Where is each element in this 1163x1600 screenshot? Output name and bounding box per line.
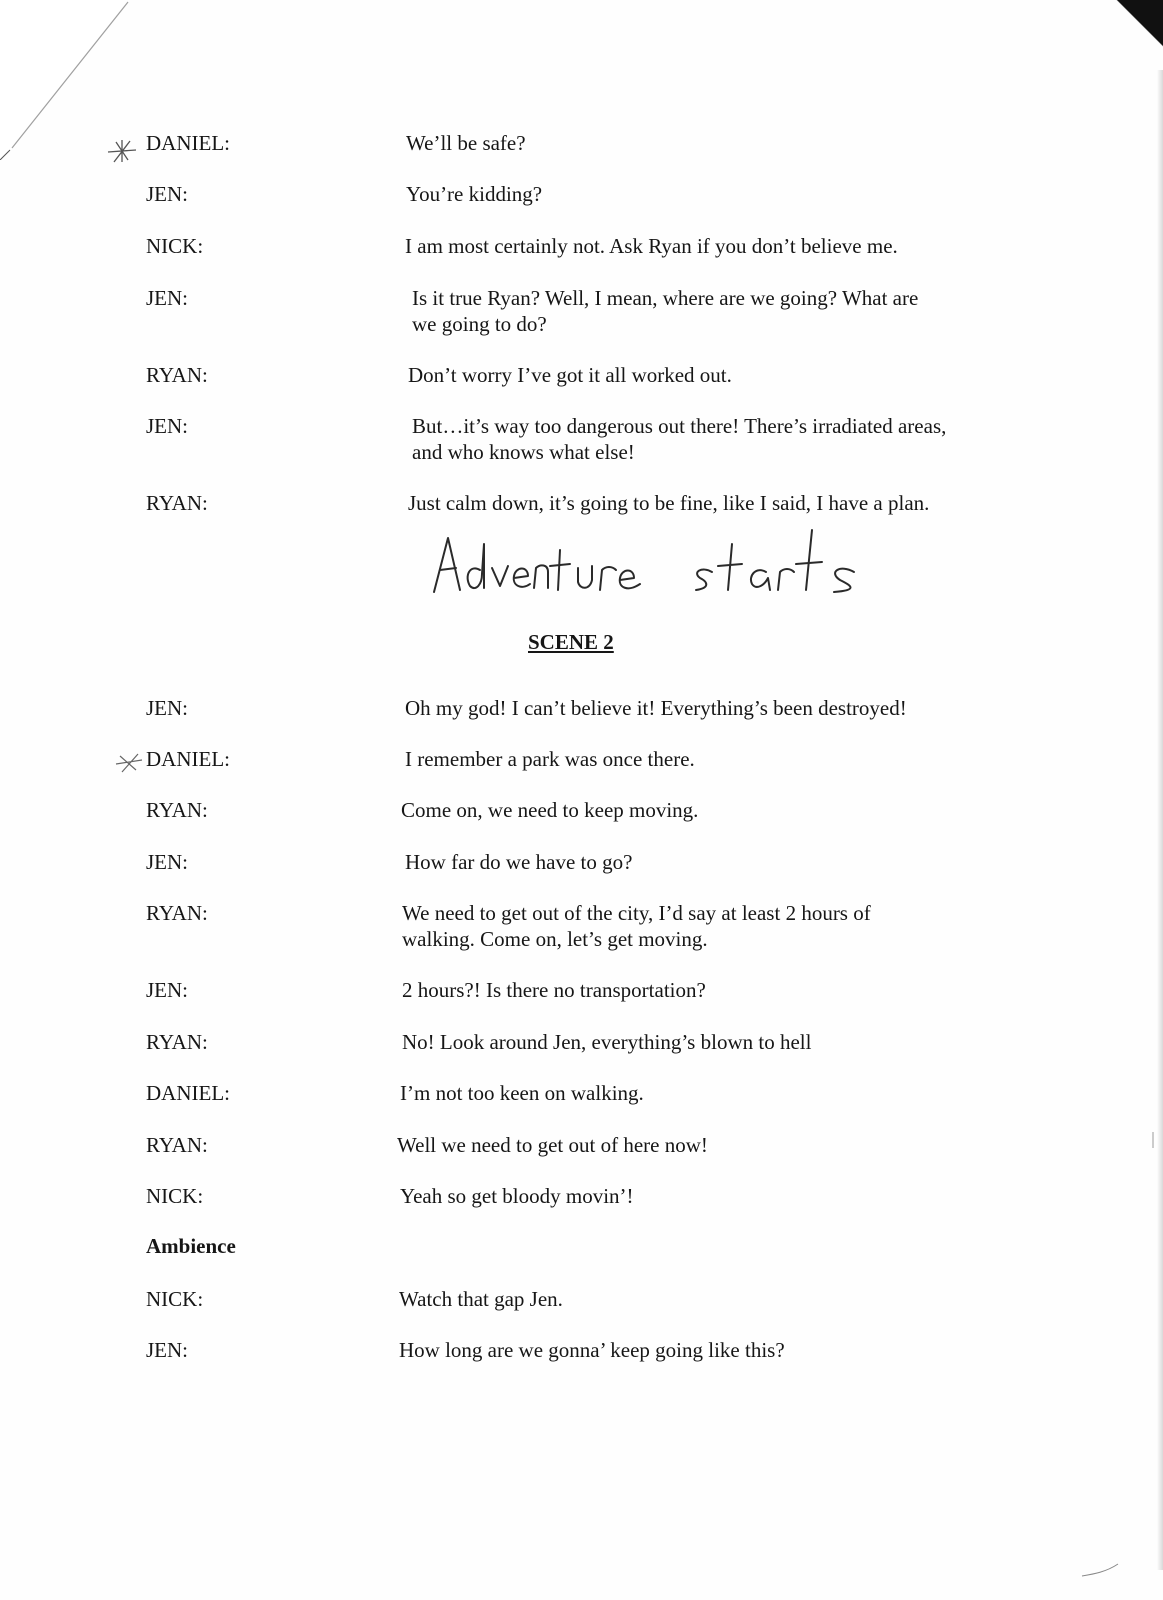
speaker-name: RYAN: <box>146 1030 208 1054</box>
folded-corner-icon <box>0 0 140 160</box>
dialogue-text: You’re kidding? <box>406 182 543 206</box>
dialogue-text: Well we need to get out of here now! <box>397 1133 708 1157</box>
asterisk-icon <box>104 138 140 164</box>
speaker-name: DANIEL: <box>146 131 230 155</box>
handwritten-note <box>430 520 880 610</box>
speaker-name: RYAN: <box>146 491 208 515</box>
scan-mark <box>1080 1560 1120 1580</box>
dialogue-text: Yeah so get bloody movin’! <box>400 1184 634 1208</box>
dialogue-text: How long are we gonna’ keep going like this? <box>399 1338 785 1362</box>
dialogue-text: I am most certainly not. Ask Ryan if you don’t believe me. <box>405 234 898 258</box>
dialogue-text: Don’t worry I’ve got it all worked out. <box>408 363 732 387</box>
dialogue-text: We’ll be safe? <box>406 131 526 155</box>
speaker-name: NICK: <box>146 1287 204 1311</box>
speaker-name: RYAN: <box>146 1133 208 1157</box>
dialogue-text: Come on, we need to keep moving. <box>401 798 699 822</box>
speaker-name: JEN: <box>146 414 188 438</box>
speaker-name: JEN: <box>146 850 188 874</box>
ambience-cue: Ambience <box>146 1234 236 1258</box>
speaker-name: NICK: <box>146 234 204 258</box>
speaker-name: JEN: <box>146 696 188 720</box>
dialogue-text: 2 hours?! Is there no transportation? <box>402 978 706 1002</box>
speaker-name: JEN: <box>146 978 188 1002</box>
speaker-name: RYAN: <box>146 363 208 387</box>
dialogue-text: I’m not too keen on walking. <box>400 1081 644 1105</box>
speaker-name: DANIEL: <box>146 747 230 771</box>
speaker-name: RYAN: <box>146 901 208 925</box>
dialogue-text: But…it’s way too dangerous out there! There’s irradiated areas, and who knows what else! <box>412 414 947 464</box>
scene-heading: SCENE 2 <box>528 630 614 654</box>
speaker-name: NICK: <box>146 1184 204 1208</box>
dialogue-text: Watch that gap Jen. <box>399 1287 563 1311</box>
dialogue-text: Just calm down, it’s going to be fine, like I said, I have a plan. <box>408 491 930 515</box>
dialogue-text: We need to get out of the city, I’d say at least 2 hours of walking. Come on, let’s get moving. <box>402 901 871 951</box>
dialogue-text: How far do we have to go? <box>405 850 633 874</box>
scan-mark <box>1150 1130 1156 1150</box>
speaker-name: JEN: <box>146 182 188 206</box>
speaker-name: RYAN: <box>146 798 208 822</box>
scan-corner-shadow <box>1103 0 1163 70</box>
scan-edge-shadow <box>1157 70 1163 1570</box>
speaker-name: JEN: <box>146 1338 188 1362</box>
dialogue-text: Oh my god! I can’t believe it! Everything’s been destroyed! <box>405 696 907 720</box>
dialogue-text: No! Look around Jen, everything’s blown to hell <box>402 1030 812 1054</box>
dialogue-text: I remember a park was once there. <box>405 747 695 771</box>
dialogue-text: Is it true Ryan? Well, I mean, where are we going? What are we going to do? <box>412 286 919 336</box>
speaker-name: DANIEL: <box>146 1081 230 1105</box>
asterisk-icon <box>114 752 144 774</box>
speaker-name: JEN: <box>146 286 188 310</box>
